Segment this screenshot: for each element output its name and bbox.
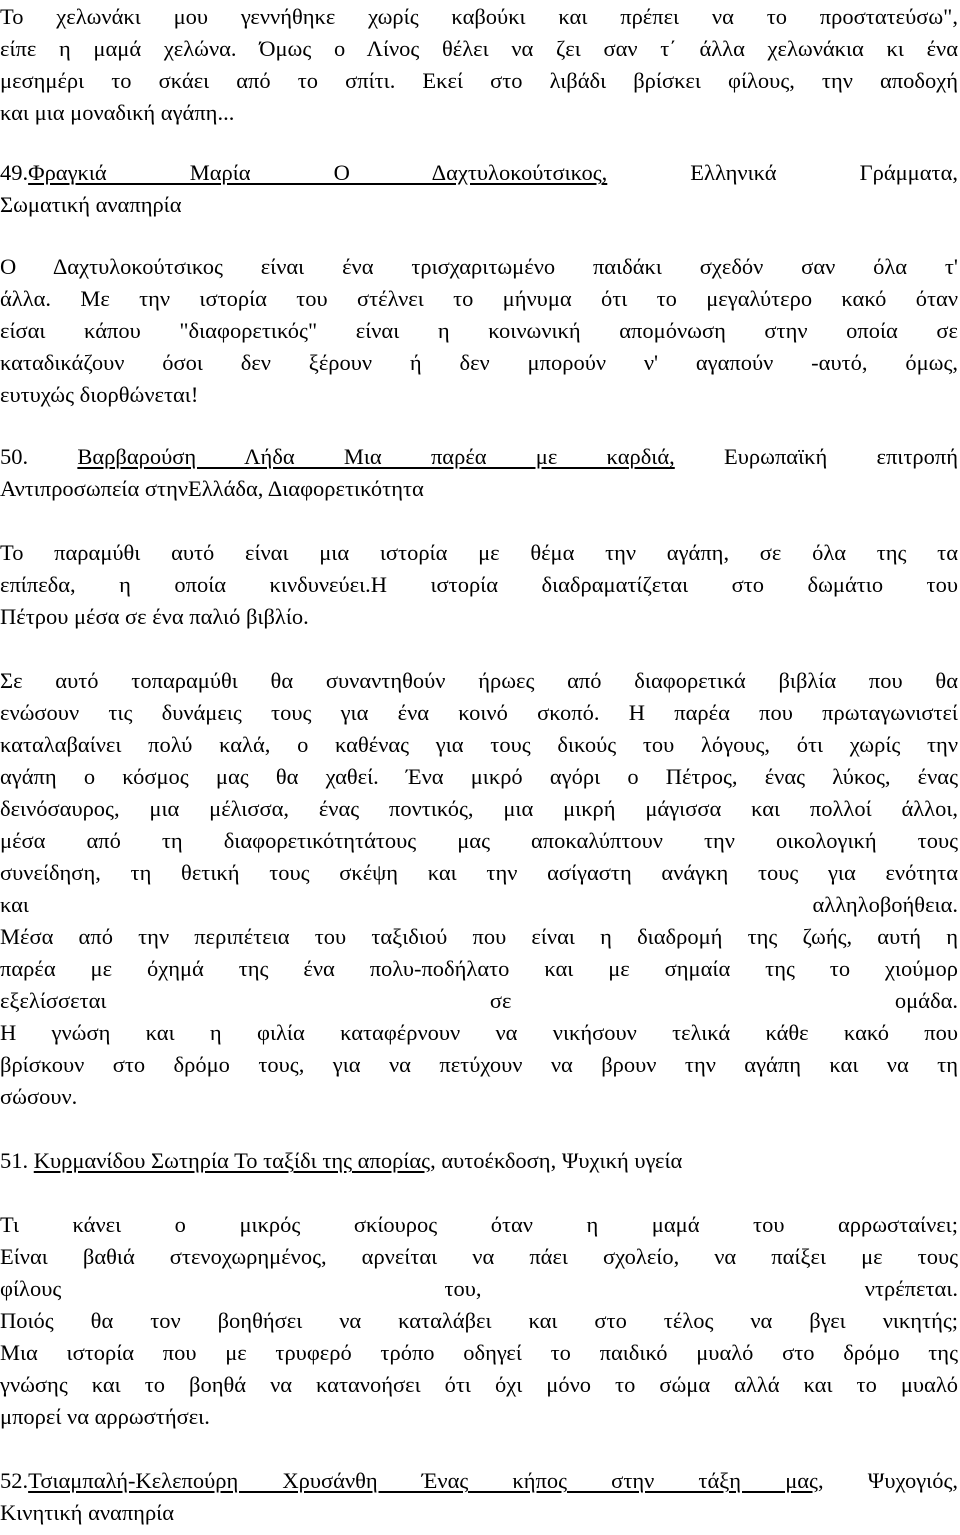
text-line: καταλαβαίνει πολύ καλά, ο καθένας για τους δικούς του λόγους, ότι χωρίς την [0,732,958,757]
entry-text: 49. [0,160,29,185]
bibliography-entry-line [0,442,958,472]
text-line: Η γνώση και η φιλία καταφέρνουν να νικήσουν τελικά κάθε κακό που [0,1020,958,1045]
book-title-link[interactable]: Κυρμανίδου Σωτηρία Το ταξίδι της απορίας [33,1148,431,1173]
text-line: και αλληλοβοήθεια. [0,892,958,917]
bibliography-entry-line [0,158,958,188]
text-line: είσαι κάπου "διαφορετικός" είναι η κοινωνική απομόνωση στην οποία σε [0,318,958,343]
text-line: παρέα με όχημά της ένα πολυ-ποδήλατο και με σημαία της το χιούμορ [0,956,958,981]
text-line: ευτυχώς διορθώνεται! [0,382,199,407]
text-line: Κινητική αναπηρία [0,1500,175,1525]
entry-text: , Ψυχογιός, [817,1468,958,1493]
text-line: Πέτρου μέσα σε ένα παλιό βιβλίο. [0,604,309,629]
text-line: Αντιπροσωπεία στηνΕλλάδα, Διαφορετικότητα [0,476,424,501]
text-line: δεινόσαυρος, μια μέλισσα, ένας ποντικός, μια μικρή μάγισσα και πολλοί άλλοι, [0,796,958,821]
text-line: μπορεί να αρρωστήσει. [0,1404,210,1429]
book-title-link[interactable]: Τσιαμπαλή-Κελεπούρη Χρυσάνθη Ένας κήπος στην τάξη μας [28,1468,818,1493]
text-line: Ποιός θα τον βοηθήσει να καταλάβει και στο τέλος να βγει νικητής; [0,1308,958,1333]
entry-text: 50. [0,444,78,469]
text-line: εξελίσσεται σε ομάδα. [0,988,958,1013]
bibliography-entry-line [0,1146,958,1176]
text-line: Το χελωνάκι μου γεννήθηκε χωρίς καβούκι και πρέπει να το προστατεύσω", [0,4,958,29]
text-line: επίπεδα, η οποία κινδυνεύει.Η ιστορία διαδραματίζεται στο δωμάτιο του [0,572,958,597]
book-title-link[interactable]: Βαρβαρούση Λήδα Μια παρέα με καρδιά, [77,444,675,469]
text-line: άλλα. Με την ιστορία του στέλνει το μήνυμα ότι το μεγαλύτερο κακό όταν [0,286,958,311]
text-line: και μια μοναδική αγάπη... [0,100,235,125]
text-line: Ο Δαχτυλοκούτσικος είναι ένα τρισχαριτωμένο παιδάκι σχεδόν σαν όλα τ' [0,254,958,279]
book-title-link[interactable]: Φραγκιά Μαρία Ο Δαχτυλοκούτσικος, [28,160,608,185]
text-line: Σε αυτό τοπαραμύθι θα συναντηθούν ήρωες από διαφορετικά βιβλία που θα [0,668,958,693]
text-line: καταδικάζουν όσοι δεν ξέρουν ή δεν μπορούν ν' αγαπούν -αυτό, όμως, [0,350,958,375]
text-line: μέσα από τη διαφορετικότητάτους μας αποκαλύπτουν την οικολογική τους [0,828,958,853]
text-line: Είναι βαθιά στενοχωρημένος, αρνείται να πάει σχολείο, να παίξει με τους [0,1244,958,1269]
entry-text: 51. [0,1148,34,1173]
entry-text: Ευρωπαϊκή επιτροπή [674,444,958,469]
text-line: γνώσης και το βοηθά να κατανοήσει ότι όχι μόνο το σώμα αλλά και το μυαλό [0,1372,958,1397]
text-line: Μέσα από την περιπέτεια του ταξιδιού που είναι η διαδρομή της ζωής, αυτή η [0,924,958,949]
text-line: αγάπη ο κόσμος μας θα χαθεί. Ένα μικρό αγόρι ο Πέτρος, ένας λύκος, ένας [0,764,958,789]
text-line: Τι κάνει ο μικρός σκίουρος όταν η μαμά του αρρωσταίνει; [0,1212,958,1237]
text-line: μεσημέρι το σκάει από το σπίτι. Εκεί στο λιβάδι βρίσκει φίλους, την αποδοχή [0,68,958,93]
text-line: Σωματική αναπηρία [0,192,182,217]
text-line: Μια ιστορία που με τρυφερό τρόπο οδηγεί το παιδικό μυαλό στο δρόμο της [0,1340,958,1365]
text-line: Το παραμύθι αυτό είναι μια ιστορία με θέμα την αγάπη, σε όλα της τα [0,540,958,565]
text-line: σώσουν. [0,1084,78,1109]
bibliography-entry-line [0,1466,958,1496]
text-line: είπε η μαμά χελώνα. Όμως ο Λίνος θέλει να ζει σαν τ΄ άλλα χελωνάκια κι ένα [0,36,958,61]
text-line: ενώσουν τις δυνάμεις τους για ένα κοινό σκοπό. Η παρέα που πρωταγωνιστεί [0,700,958,725]
entry-text: 52. [0,1468,29,1493]
entry-text: Ελληνικά Γράμματα, [607,160,958,185]
text-line: φίλους του, ντρέπεται. [0,1276,958,1301]
entry-text: , αυτοέκδοση, Ψυχική υγεία [430,1148,683,1173]
text-line: συνείδηση, τη θετική τους σκέψη και την ασίγαστη ανάγκη τους για ενότητα [0,860,958,885]
text-line: βρίσκουν στο δρόμο τους, για να πετύχουν να βρουν την αγάπη και να τη [0,1052,958,1077]
